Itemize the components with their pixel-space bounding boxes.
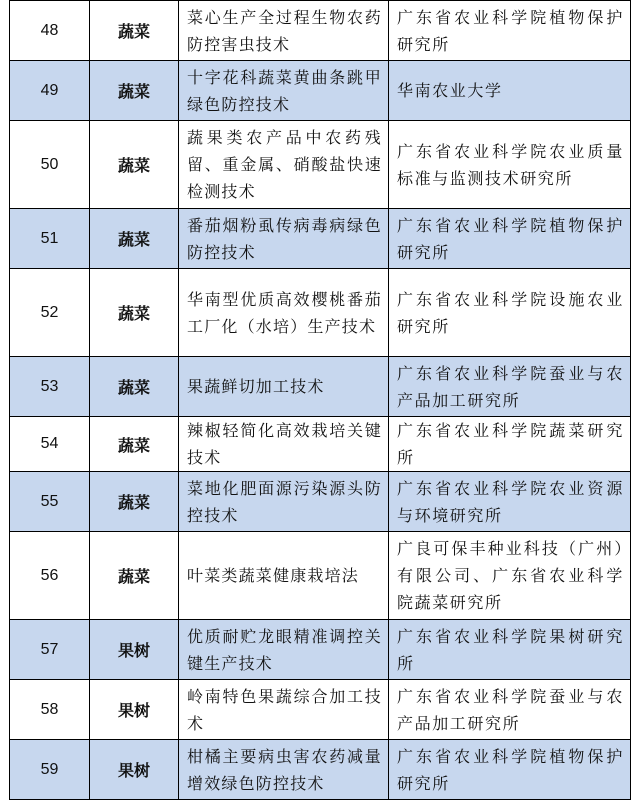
row-technology: 柑橘主要病虫害农药减量增效绿色防控技术 <box>179 740 389 800</box>
row-category: 果树 <box>90 620 179 680</box>
table-row <box>10 209 631 269</box>
row-category: 果树 <box>90 740 179 800</box>
row-number: 56 <box>10 532 90 620</box>
table-row <box>10 472 631 532</box>
table-row <box>10 532 631 620</box>
row-organization: 广东省农业科学院植物保护研究所 <box>389 209 631 269</box>
row-technology: 十字花科蔬菜黄曲条跳甲绿色防控技术 <box>179 61 389 121</box>
row-organization: 广东省农业科学院蚕业与农产品加工研究所 <box>389 357 631 417</box>
row-organization: 广东省农业科学院植物保护研究所 <box>389 740 631 800</box>
table-row <box>10 357 631 417</box>
table-row <box>10 680 631 740</box>
table-row <box>10 417 631 472</box>
row-organization: 广东省农业科学院农业资源与环境研究所 <box>389 472 631 532</box>
row-number: 54 <box>10 417 90 472</box>
table-row <box>10 1 631 61</box>
row-technology: 优质耐贮龙眼精准调控关键生产技术 <box>179 620 389 680</box>
row-technology: 岭南特色果蔬综合加工技术 <box>179 680 389 740</box>
row-category: 蔬菜 <box>90 532 179 620</box>
row-technology: 辣椒轻简化高效栽培关键技术 <box>179 417 389 472</box>
row-category: 蔬菜 <box>90 209 179 269</box>
row-category: 蔬菜 <box>90 61 179 121</box>
row-number: 53 <box>10 357 90 417</box>
tech-table <box>9 0 631 800</box>
row-category: 蔬菜 <box>90 1 179 61</box>
row-number: 51 <box>10 209 90 269</box>
row-category: 蔬菜 <box>90 269 179 357</box>
row-technology: 菜地化肥面源污染源头防控技术 <box>179 472 389 532</box>
table-row <box>10 269 631 357</box>
row-number: 57 <box>10 620 90 680</box>
row-number: 52 <box>10 269 90 357</box>
row-organization: 广东省农业科学院蚕业与农产品加工研究所 <box>389 680 631 740</box>
row-organization: 广良可保丰种业科技（广州）有限公司、广东省农业科学院蔬菜研究所 <box>389 532 631 620</box>
row-number: 48 <box>10 1 90 61</box>
row-number: 50 <box>10 121 90 209</box>
row-organization: 广东省农业科学院蔬菜研究所 <box>389 417 631 472</box>
row-category: 果树 <box>90 680 179 740</box>
row-number: 58 <box>10 680 90 740</box>
row-technology: 叶菜类蔬菜健康栽培法 <box>179 532 389 620</box>
row-category: 蔬菜 <box>90 121 179 209</box>
row-number: 59 <box>10 740 90 800</box>
row-organization: 广东省农业科学院农业质量标准与监测技术研究所 <box>389 121 631 209</box>
row-technology: 华南型优质高效樱桃番茄工厂化（水培）生产技术 <box>179 269 389 357</box>
row-technology: 果蔬鲜切加工技术 <box>179 357 389 417</box>
tech-table-container <box>9 0 630 800</box>
row-number: 55 <box>10 472 90 532</box>
row-organization: 华南农业大学 <box>389 61 631 121</box>
row-number: 49 <box>10 61 90 121</box>
row-category: 蔬菜 <box>90 417 179 472</box>
row-technology: 蔬果类农产品中农药残留、重金属、硝酸盐快速检测技术 <box>179 121 389 209</box>
row-technology: 番茄烟粉虱传病毒病绿色防控技术 <box>179 209 389 269</box>
row-organization: 广东省农业科学院设施农业研究所 <box>389 269 631 357</box>
row-category: 蔬菜 <box>90 472 179 532</box>
row-category: 蔬菜 <box>90 357 179 417</box>
row-organization: 广东省农业科学院果树研究所 <box>389 620 631 680</box>
table-row <box>10 620 631 680</box>
table-row <box>10 121 631 209</box>
row-technology: 菜心生产全过程生物农药防控害虫技术 <box>179 1 389 61</box>
row-organization: 广东省农业科学院植物保护研究所 <box>389 1 631 61</box>
table-row <box>10 740 631 800</box>
table-row <box>10 61 631 121</box>
